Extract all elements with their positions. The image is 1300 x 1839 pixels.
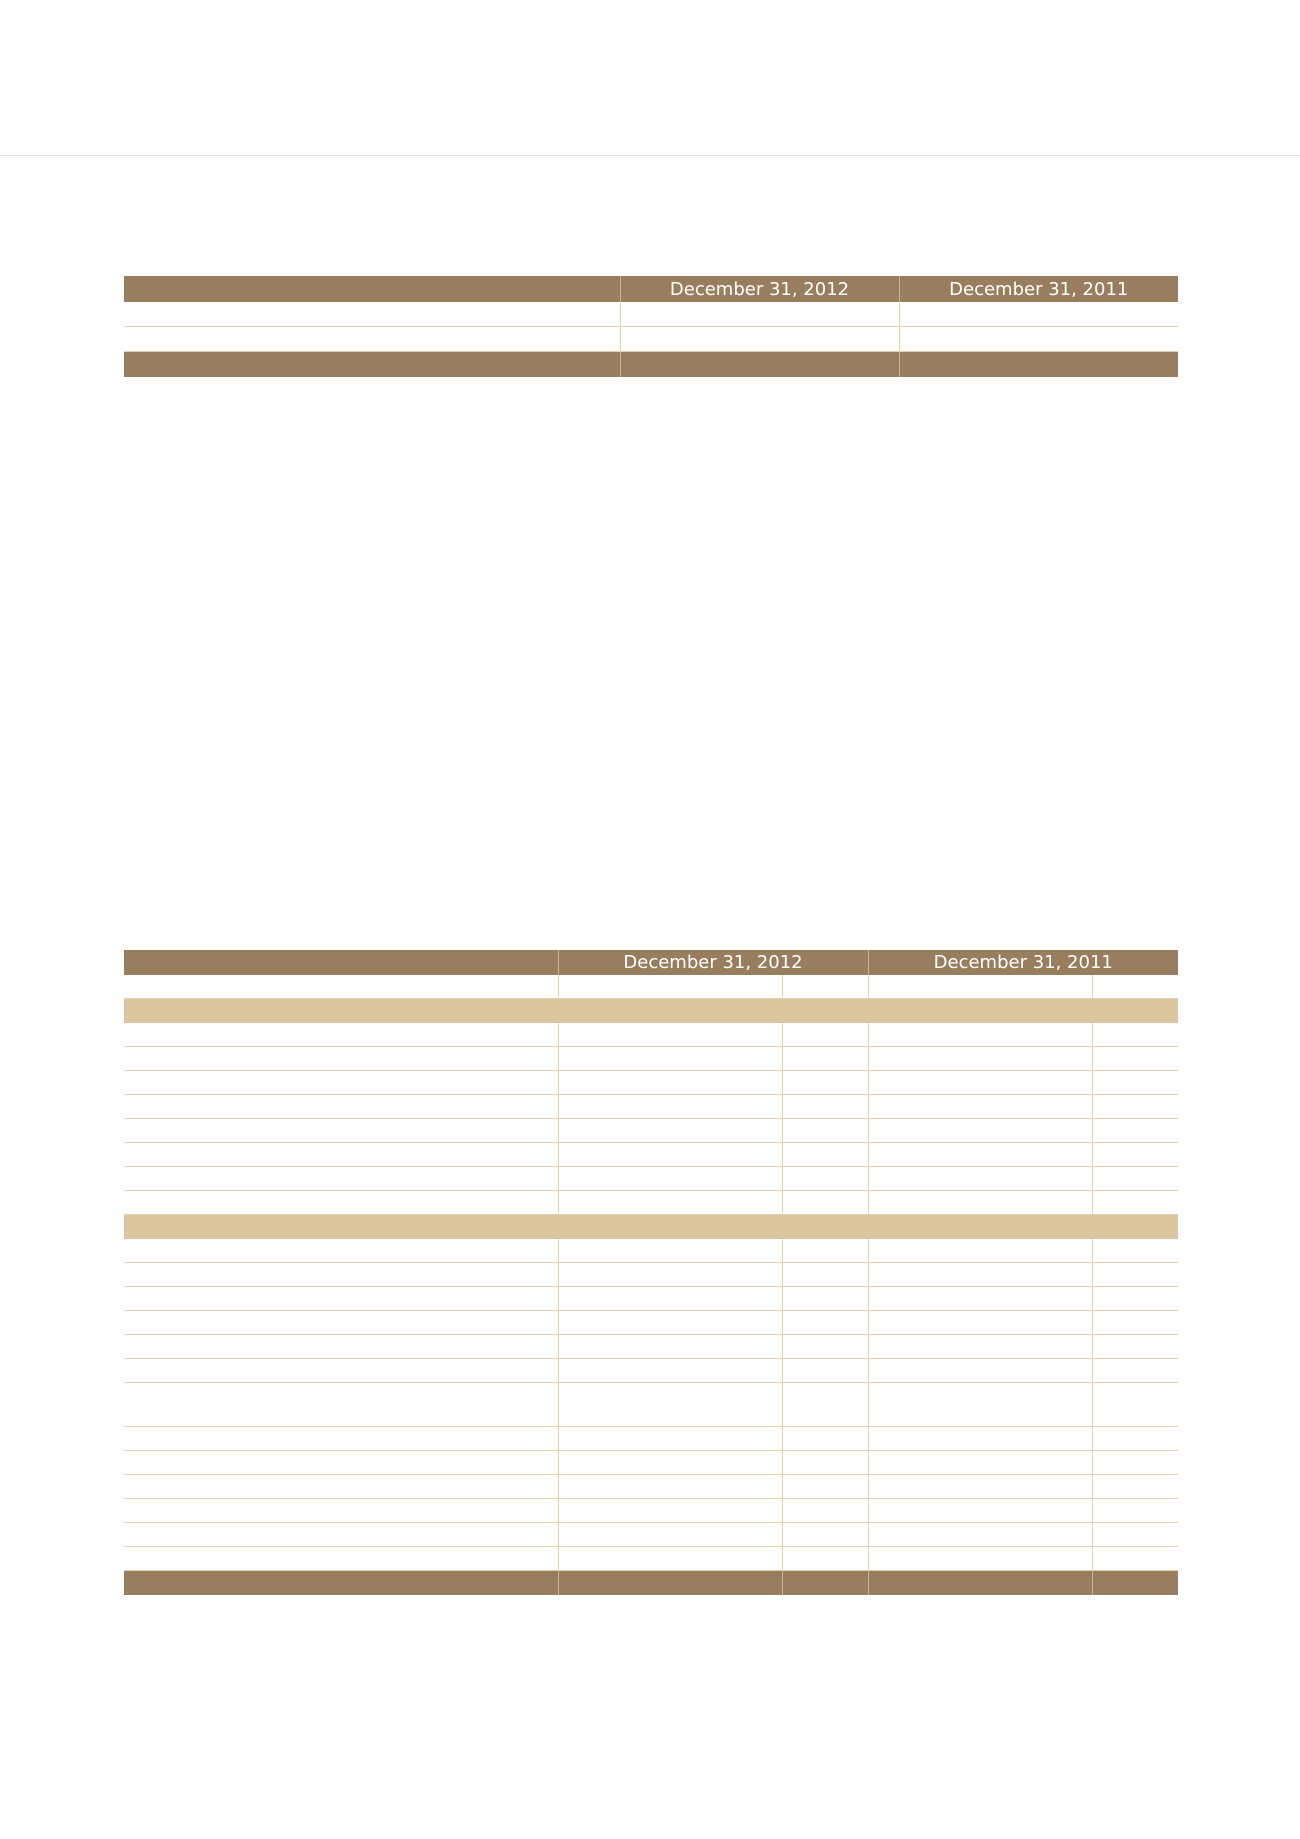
table-row [124, 1287, 1178, 1311]
table-row [124, 1359, 1178, 1383]
table-header-row [124, 276, 1178, 302]
table-row [124, 327, 1178, 352]
table-row [124, 1071, 1178, 1095]
table-row [124, 1167, 1178, 1191]
section-header-row [124, 999, 1178, 1024]
header-cell-2011: December 31, 2011 [868, 950, 1178, 975]
table-row [124, 1499, 1178, 1523]
table-row [124, 1191, 1178, 1215]
table-row [124, 1547, 1178, 1571]
summary-table [124, 276, 1178, 377]
table-total-row [124, 1571, 1178, 1596]
table-row [124, 1311, 1178, 1335]
header-cell-label [124, 950, 558, 975]
table-row [124, 1095, 1178, 1119]
table-row [124, 302, 1178, 327]
table-total-row [124, 352, 1178, 378]
table-row [124, 1475, 1178, 1499]
detail-table [124, 950, 1178, 1595]
table-row [124, 1335, 1178, 1359]
header-cell-2011: December 31, 2011 [899, 276, 1178, 302]
header-cell-label [124, 276, 620, 302]
table-row [124, 1523, 1178, 1547]
section-header-row [124, 1215, 1178, 1240]
table-row [124, 1239, 1178, 1263]
table-header-row [124, 950, 1178, 975]
table-row [124, 1451, 1178, 1475]
header-cell-2012: December 31, 2012 [558, 950, 868, 975]
header-divider [0, 155, 1300, 156]
table-row [124, 1047, 1178, 1071]
table-row [124, 975, 1178, 999]
table-row [124, 1023, 1178, 1047]
table-row [124, 1427, 1178, 1451]
header-cell-2012: December 31, 2012 [620, 276, 899, 302]
table-row [124, 1263, 1178, 1287]
table-row [124, 1143, 1178, 1167]
table-row [124, 1119, 1178, 1143]
table-row [124, 1383, 1178, 1427]
